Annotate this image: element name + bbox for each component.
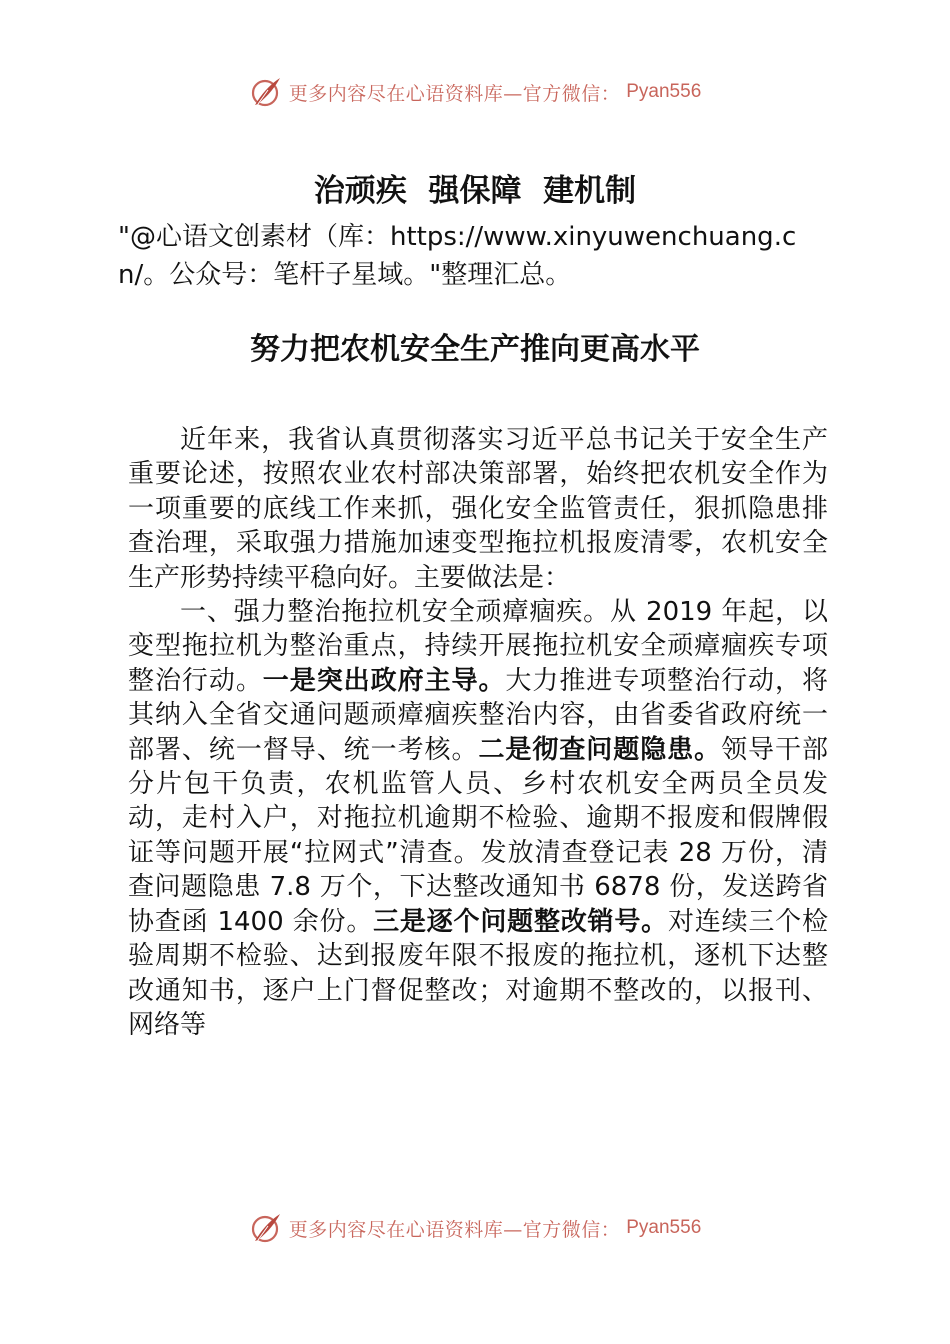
watermark-wechat-id: Pyan556 <box>626 1217 702 1238</box>
header-watermark <box>0 72 950 112</box>
watermark-text: 更多内容尽在心语资料库—官方微信： <box>288 82 621 105</box>
article-body <box>128 423 828 1042</box>
point-one-text: 大力推进专项整治行动，将其纳入全省交通问题顽瘴痼疾整治内容，由省委省政府统一部署、统一督导、统一考核。 <box>128 665 828 765</box>
paragraph-intro: 近年来，我省认真贯彻落实习近平总书记关于安全生产重要论述，按照农业农村部决策部署，始终把农机安全作为一项重要的底线工作来抓，强化安全监管责任，狠抓隐患排查治理，采取强力措施加速变型拖拉机报废清零，农机安全生产形势持续平稳向好。主要做法是： <box>128 425 828 593</box>
section-one-intro: 一、强力整治拖拉机安全顽瘴痼疾。从 2019 年起，以变型拖拉机为整治重点，持续开展拖拉机安全顽瘴痼疾专项整治行动。 <box>128 597 828 696</box>
point-two-heading: 二是彻查问题隐患。 <box>478 734 722 765</box>
point-two-text: 领导干部分片包干负责，农机监管人员、乡村农机安全两员全员发动，走村入户，对拖拉机逾期不检验、逾期不报废和假牌假证等问题开展“拉网式”清查。发放清查登记表 28 万份，清查问题隐患 7.8 万个，下达整改通知书 6878 份，发送跨省协查函 1400 余份。 <box>128 734 828 937</box>
point-three-text: 对连续三个检验周期不检验、达到报废年限不报废的拖拉机，逐机下达整改通知书，逐户上门督促整改；对逾期不整改的，以报刊、网络等 <box>128 906 828 1040</box>
point-three-heading: 三是逐个问题整改销号。 <box>373 906 668 937</box>
quill-pen-icon <box>249 75 283 109</box>
point-one-heading: 一是突出政府主导。 <box>262 665 506 696</box>
footer-watermark <box>0 1208 950 1248</box>
quill-pen-icon <box>249 1211 283 1245</box>
source-note: "@心语文创素材（库：https://www.xinyuwenchuang.cn/。公众号：笔杆子星域。"整理汇总。 <box>118 222 797 290</box>
document-subtitle: 努力把农机安全生产推向更高水平 <box>250 332 700 367</box>
paragraph-section-one <box>128 595 828 1042</box>
document-title: 治顽疾 强保障 建机制 <box>313 173 637 209</box>
watermark-wechat-id: Pyan556 <box>626 81 702 102</box>
watermark-text: 更多内容尽在心语资料库—官方微信： <box>288 1218 621 1241</box>
